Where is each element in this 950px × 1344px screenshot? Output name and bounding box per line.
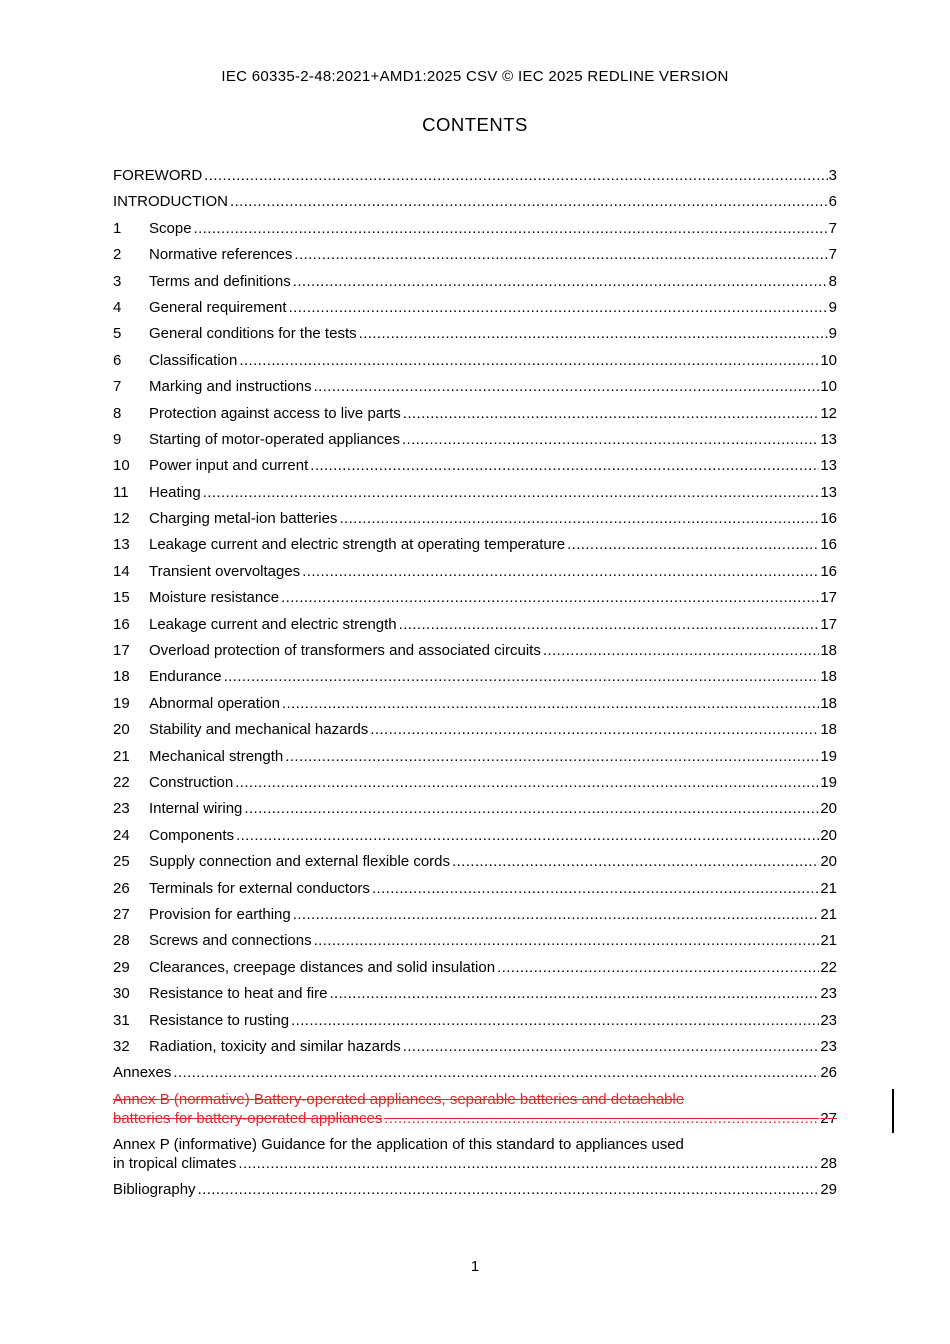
toc-entry-foreword[interactable] [113,166,837,192]
toc-entry-clause[interactable] [113,720,837,746]
toc-entry-number: 17 [113,642,130,660]
toc-entry-label: Transient overvoltages [149,562,301,580]
toc-entry-page: 21 [820,879,837,897]
toc-entry-number: 25 [113,853,130,871]
toc-entry-number: 26 [113,879,130,897]
toc-entry-clause[interactable] [113,483,837,509]
leader-dots [359,324,828,344]
toc-entry-label: Stability and mechanical hazards [149,721,369,739]
toc-entry-label: General conditions for the tests [149,325,357,343]
toc-entry-clause[interactable] [113,1037,837,1063]
toc-entry-clause[interactable] [113,562,837,588]
document-header: IEC 60335-2-48:2021+AMD1:2025 CSV © IEC 2025 REDLINE VERSION [221,68,729,85]
toc-entry-clause[interactable] [113,799,837,825]
toc-entry-page: 22 [820,958,837,976]
toc-entry-clause[interactable] [113,404,837,430]
toc-entry-page: 17 [820,589,837,607]
toc-entry-number: 29 [113,958,130,976]
toc-entry-introduction[interactable] [113,192,837,218]
toc-entry-label: Starting of motor-operated appliances [149,430,400,448]
toc-entry-number: 16 [113,615,130,633]
toc-entry-clause[interactable] [113,905,837,931]
toc-entry-number: 6 [113,351,122,369]
leader-dots [403,1037,820,1057]
toc-entry-page: 20 [820,853,837,871]
toc-entry-number: 22 [113,773,130,791]
toc-entry-label: Bibliography [113,1181,196,1199]
toc-entry-clause[interactable] [113,694,837,720]
toc-entry-clause[interactable] [113,984,837,1010]
toc-entry-page: 7 [828,219,837,237]
leader-dots [204,166,827,186]
toc-entry-clause[interactable] [113,298,837,324]
toc-entry-label: Screws and connections [149,932,312,950]
toc-entry-label: Components [149,826,235,844]
toc-entry-number: 2 [113,246,122,264]
leader-dots [281,588,819,608]
toc-entry-page: 16 [820,536,837,554]
leader-dots [302,562,819,582]
toc-entry-clause[interactable] [113,773,837,799]
toc-entry-clause[interactable] [113,219,837,245]
leader-dots [203,483,820,503]
toc-entry-page: 18 [820,721,837,739]
toc-entry-page: 3 [828,167,837,184]
toc-entry-label: Construction [149,773,234,791]
leader-dots [372,879,819,899]
leader-dots [244,799,819,819]
toc-entry-clause[interactable] [113,272,837,298]
toc-entry-page: 27 [820,1109,837,1127]
toc-entry-page: 18 [820,642,837,660]
toc-entry-label: Power input and current [149,457,309,475]
toc-entry-clause[interactable] [113,245,837,271]
toc-entry-label: Provision for earthing [149,905,291,923]
toc-entry-page: 18 [820,694,837,712]
toc-entry-annex-b-deleted[interactable] [113,1090,837,1128]
toc-entry-number: 28 [113,932,130,950]
toc-entry-page: 7 [828,246,837,264]
toc-entry-label-line2: in tropical climates [113,1155,237,1173]
toc-entry-label: Terms and definitions [149,272,291,290]
toc-clause-list [113,219,837,1064]
toc-entry-number: 21 [113,747,130,765]
toc-entry-clause[interactable] [113,509,837,535]
toc-entry-label: Normative references [149,246,293,264]
leader-dots [314,931,820,951]
toc-entry-number: 1 [113,219,122,237]
toc-entry-label: General requirement [149,298,287,316]
leader-dots [370,720,819,740]
toc-entry-page: 10 [820,351,837,369]
toc-entry-clause[interactable] [113,456,837,482]
toc-entry-clause[interactable] [113,667,837,693]
leader-dots [289,298,828,318]
toc-entry-page: 19 [820,773,837,791]
page-number: 1 [470,1258,480,1275]
toc-entry-number: 15 [113,589,130,607]
toc-entry-clause[interactable] [113,1011,837,1037]
toc-entry-annex-p[interactable] [113,1135,837,1173]
leader-dots [567,535,819,555]
toc-entry-number: 19 [113,694,130,712]
toc-entry-label: Resistance to rusting [149,1011,290,1029]
toc-entry-page: 17 [820,615,837,633]
leader-dots [403,404,820,424]
leader-dots [399,615,820,635]
toc-entry-page: 19 [820,747,837,765]
leader-dots [293,905,820,925]
toc-entry-number: 10 [113,457,130,475]
toc-entry-number: 11 [113,483,129,501]
toc-entry-page: 21 [820,932,837,950]
toc-entry-clause[interactable] [113,535,837,561]
toc-entry-label: FOREWORD [113,167,203,184]
toc-entry-bibliography[interactable] [113,1180,837,1206]
leader-dots [239,351,819,371]
toc-entry-number: 30 [113,985,130,1003]
toc-entry-page: 9 [828,298,837,316]
leader-dots [329,984,819,1004]
toc-entry-label: Scope [149,219,192,237]
toc-entry-label: Endurance [149,668,222,686]
leader-dots [402,430,819,450]
toc-entry-number: 18 [113,668,130,686]
leader-dots [282,694,819,714]
toc-entry-label: Internal wiring [149,800,243,818]
toc-entry-page: 9 [828,325,837,343]
toc-entry-label: Overload protection of transformers and associated circuits [149,642,541,660]
toc-entry-number: 23 [113,800,130,818]
leader-dots [291,1011,819,1031]
toc-entry-page: 29 [820,1181,837,1199]
leader-dots [314,377,820,397]
leader-dots [194,219,828,239]
leader-dots [230,192,828,212]
toc-entry-number: 24 [113,826,130,844]
toc-entry-page: 20 [820,826,837,844]
toc-entry-page: 28 [820,1155,837,1173]
leader-dots [198,1180,820,1200]
toc-entry-label: INTRODUCTION [113,193,228,211]
toc-entry-number: 31 [113,1011,130,1029]
leader-dots [293,272,828,292]
toc-entry-clause[interactable] [113,747,837,773]
leader-dots [236,826,819,846]
toc-entry-clause[interactable] [113,641,837,667]
leader-dots [384,1109,819,1128]
toc-entry-clause[interactable] [113,958,837,984]
toc-entry-page: 13 [820,430,837,448]
toc-entry-label: Annexes [113,1064,172,1082]
toc-entry-number: 13 [113,536,130,554]
toc-entry-page: 23 [820,985,837,1003]
toc-entry-page: 16 [820,510,837,528]
leader-dots [285,747,819,767]
toc-entry-label: Leakage current and electric strength [149,615,397,633]
toc-entry-clause[interactable] [113,377,837,403]
toc-entry-clause[interactable] [113,826,837,852]
toc-entry-number: 4 [113,298,122,316]
toc-entry-label-line1: Annex P (informative) Guidance for the application of this standard to appliances used [113,1136,684,1154]
toc-entry-label: Charging metal-ion batteries [149,510,338,528]
toc-entry-label: Protection against access to live parts [149,404,401,422]
toc-entry-number: 32 [113,1037,130,1055]
toc-entry-clause[interactable] [113,324,837,350]
toc-entry-label: Mechanical strength [149,747,284,765]
leader-dots [235,773,819,793]
toc-entry-label-line1: Annex B (normative) Battery-operated appliances, separable batteries and detachable [113,1090,685,1108]
toc-entry-page: 16 [820,562,837,580]
leader-dots [543,641,819,661]
leader-dots [339,509,819,529]
leader-dots [238,1154,819,1173]
toc-entry-number: 7 [113,378,122,396]
toc-entry-clause[interactable] [113,430,837,456]
toc-entry-page: 21 [820,905,837,923]
toc-entry-number: 20 [113,721,130,739]
toc-entry-label: Clearances, creepage distances and solid insulation [149,958,496,976]
leader-dots [294,245,827,265]
toc-entry-clause[interactable] [113,588,837,614]
toc-entry-page: 23 [820,1011,837,1029]
leader-dots [173,1063,819,1083]
toc-entry-label: Radiation, toxicity and similar hazards [149,1037,401,1055]
toc-entry-label: Moisture resistance [149,589,280,607]
toc-entry-page: 18 [820,668,837,686]
leader-dots [497,958,819,978]
toc-entry-number: 5 [113,325,122,343]
revision-change-bar [892,1089,894,1133]
toc-entry-number: 8 [113,404,122,422]
toc-entry-clause[interactable] [113,351,837,377]
toc-entry-label: Supply connection and external flexible cords [149,853,451,871]
toc-entry-label: Leakage current and electric strength at operating temperature [149,536,566,554]
toc-entry-clause[interactable] [113,852,837,878]
toc-entry-number: 9 [113,430,122,448]
leader-dots [310,456,819,476]
page-title: CONTENTS [422,114,528,135]
toc-entry-page: 20 [820,800,837,818]
toc-entry-label: Resistance to heat and fire [149,985,328,1003]
toc-entry-label: Marking and instructions [149,378,312,396]
toc-entry-label: Heating [149,483,201,501]
toc-entry-page: 13 [820,483,837,501]
table-of-contents [113,166,837,1207]
toc-entry-page: 26 [820,1064,837,1082]
toc-entry-page: 6 [828,193,837,211]
toc-entry-page: 10 [820,378,837,396]
toc-entry-number: 14 [113,562,130,580]
toc-entry-number: 3 [113,272,122,290]
toc-entry-clause[interactable] [113,879,837,905]
toc-entry-label: Terminals for external conductors [149,879,370,897]
leader-dots [224,667,820,687]
toc-entry-page: 12 [820,404,837,422]
toc-entry-page: 8 [828,272,837,290]
toc-entry-page: 13 [820,457,837,475]
toc-entry-number: 27 [113,905,130,923]
toc-entry-label: Classification [149,351,238,369]
toc-entry-clause[interactable] [113,615,837,641]
toc-entry-label-line2: batteries for battery-operated appliances [113,1109,383,1127]
toc-entry-clause[interactable] [113,931,837,957]
leader-dots [452,852,819,872]
toc-entry-number: 12 [113,510,130,528]
toc-entry-annexes[interactable] [113,1063,837,1089]
toc-entry-page: 23 [820,1037,837,1055]
toc-entry-label: Abnormal operation [149,694,280,712]
